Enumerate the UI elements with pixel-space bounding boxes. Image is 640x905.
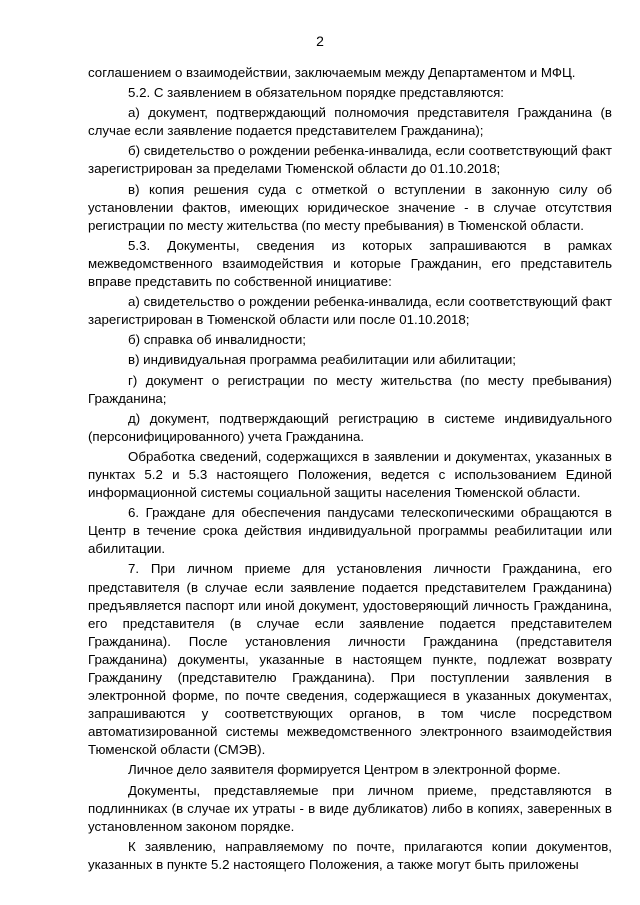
- paragraph: а) документ, подтверждающий полномочия представителя Гражданина (в случае если заявление подается представителем Гражданина);: [88, 105, 612, 139]
- paragraph: в) индивидуальная программа реабилитации или абилитации;: [128, 352, 516, 368]
- paragraph: а) свидетельство о рождении ребенка-инвалида, если соответствующий факт зарегистрирован в Тюменской области или после 01.10.2018;: [88, 294, 612, 328]
- paragraph: соглашением о взаимодействии, заключаемым между Департаментом и МФЦ.: [88, 65, 576, 80]
- page-number: 2: [316, 33, 324, 49]
- paragraph: Личное дело заявителя формируется Центром в электронной форме.: [128, 762, 561, 778]
- paragraph: б) справка об инвалидности;: [128, 332, 306, 348]
- paragraph: Обработка сведений, содержащихся в заявлении и документах, указанных в пунктах 5.2 и 5.3 настоящего Положения, ведется с использованием Единой информационной системы социальной защиты населения Тюменской области.: [88, 448, 612, 501]
- paragraph: в) копия решения суда с отметкой о вступлении в законную силу об установлении фактов, имеющих юридическое значение - в случае отсутствия регистрации по месту жительства (по месту пребывания) в Тюменской области.: [88, 181, 612, 233]
- paragraph: д) документ, подтверждающий регистрацию в системе индивидуального (персонифицированного) учета Гражданина.: [88, 410, 612, 444]
- paragraph: Документы, представляемые при личном приеме, представляются в подлинниках (в случае их утраты - в виде дубликатов) либо в копиях, заверенных в установленном законом порядке.: [88, 782, 612, 834]
- document-body: [88, 64, 612, 876]
- paragraph: 7. При личном приеме для установления личности Гражданина, его представителя (в случае если заявление подается представителем Гражданина) предъявляется паспорт или иной документ, удостоверяющий личность Гражданина, его представителя (в случае если заявление подается представителем Гражданина). После установления личности Гражданина (представителя Гражданина) документы, указанные в настоящем пункте, подлежат возврату Гражданину (представителю Гражданина). При поступлении заявления в электронной форме, по почте сведения, содержащиеся в указанных документах, запрашиваются у соответствующих органов, в том числе посредством автоматизированной системы межведомственного электронного взаимодействия Тюменской области (СМЭВ).: [88, 561, 612, 758]
- paragraph: 5.2. С заявлением в обязательном порядке представляются:: [128, 85, 504, 101]
- paragraph: К заявлению, направляемому по почте, прилагаются копии документов, указанных в пункте 5.2 настоящего Положения, а также могут быть приложены: [88, 838, 612, 872]
- paragraph: б) свидетельство о рождении ребенка-инвалида, если соответствующий факт зарегистрирован за пределами Тюменской области до 01.10.2018;: [88, 143, 612, 177]
- paragraph: 5.3. Документы, сведения из которых запрашиваются в рамках межведомственного взаимодействия и которые Гражданин, его представитель вправе представить по собственной инициативе:: [88, 237, 612, 290]
- paragraph: 6. Граждане для обеспечения пандусами телескопическими обращаются в Центр в течение срока действия индивидуальной программы реабилитации или абилитации.: [88, 505, 612, 557]
- paragraph: г) документ о регистрации по месту жительства (по месту пребывания) Гражданина;: [88, 372, 612, 406]
